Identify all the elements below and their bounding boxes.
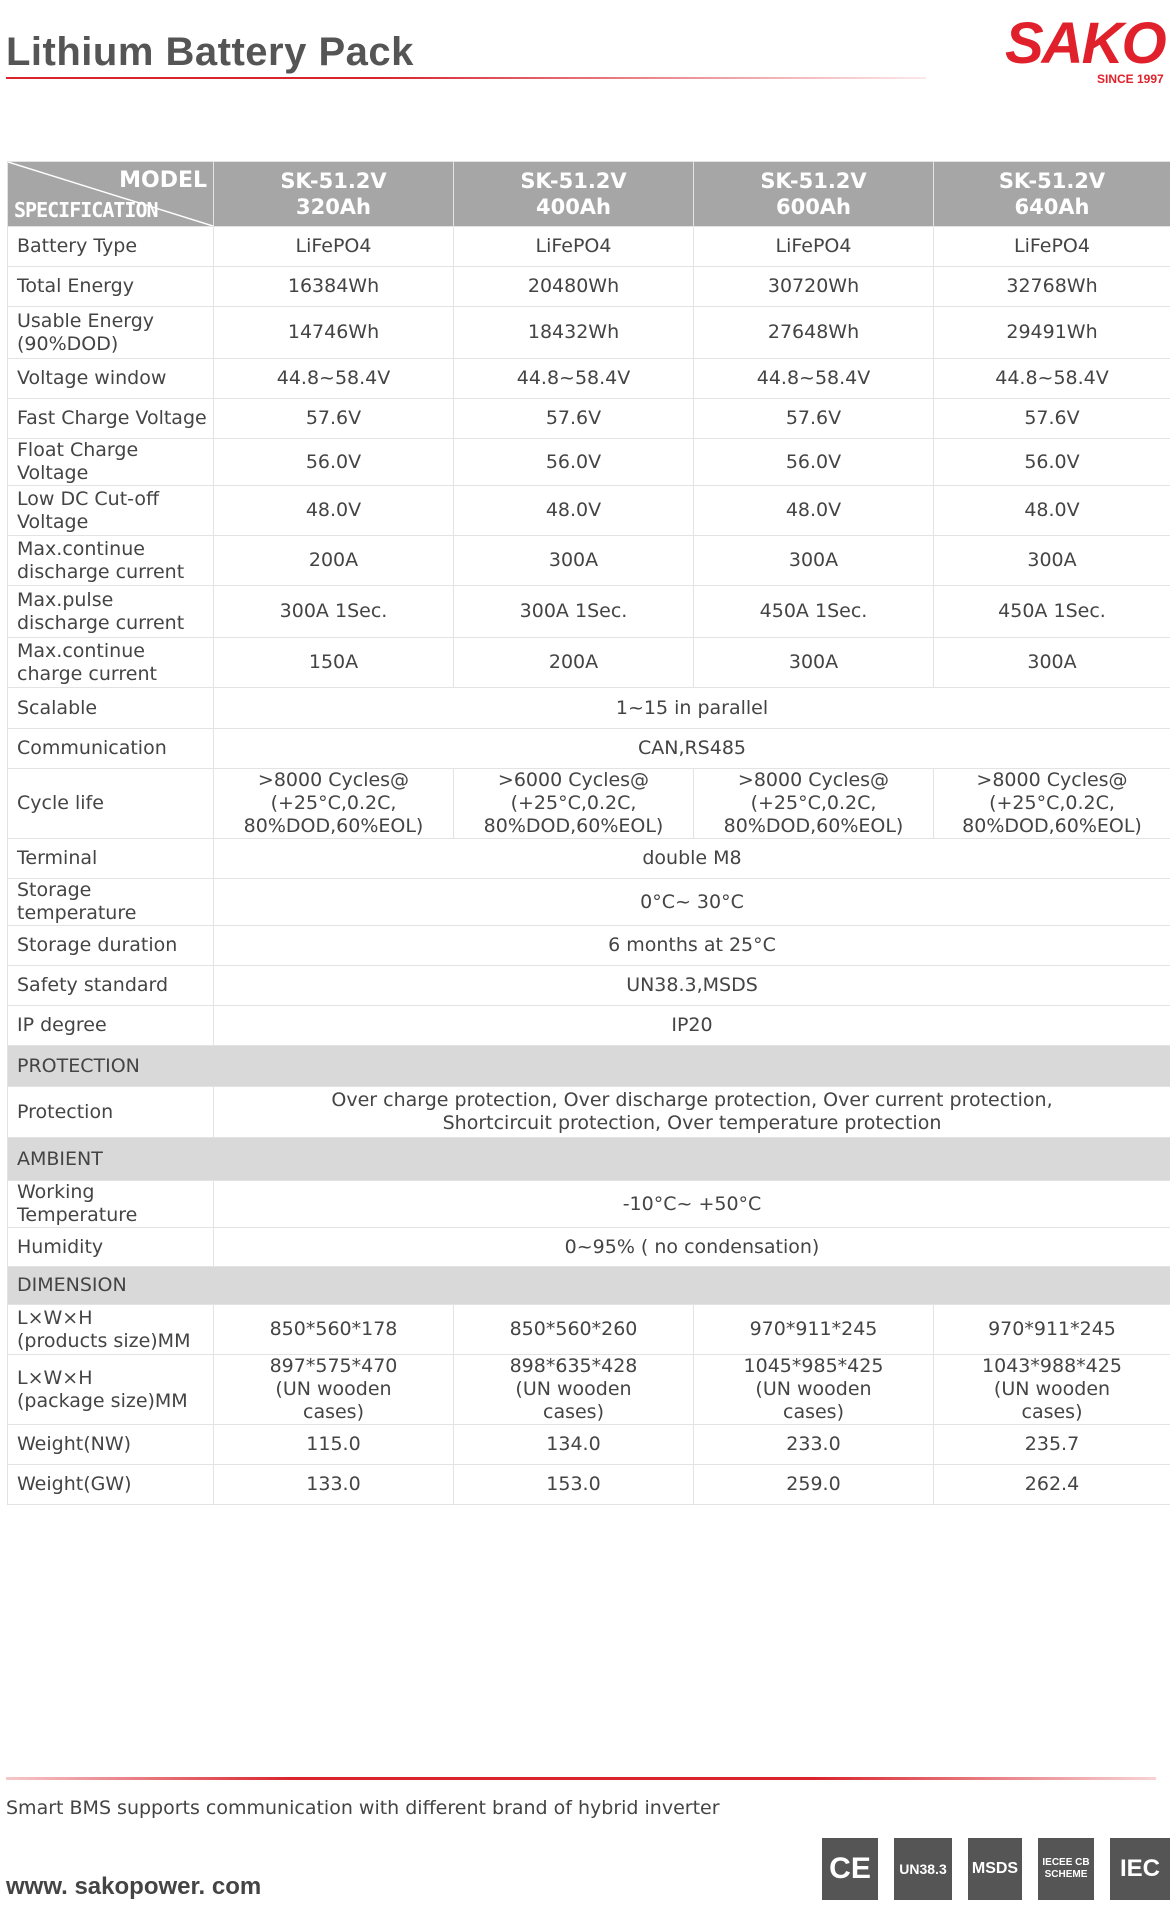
section-heading: AMBIENT bbox=[8, 1138, 1170, 1181]
spec-label: Weight(GW) bbox=[8, 1465, 214, 1505]
spec-value: 56.0V bbox=[934, 439, 1170, 486]
spec-value: >6000 Cycles@ (+25°C,0.2C, 80%DOD,60%EOL) bbox=[454, 769, 694, 839]
spec-value: 14746Wh bbox=[214, 307, 454, 359]
spec-label: Max.continue discharge current bbox=[8, 536, 214, 586]
spec-value: 300A bbox=[934, 638, 1170, 688]
spec-label: IP degree bbox=[8, 1006, 214, 1046]
spec-value: 850*560*178 bbox=[214, 1305, 454, 1355]
table-row bbox=[8, 1465, 1170, 1505]
section-row bbox=[8, 1138, 1170, 1181]
spec-value: CAN,RS485 bbox=[214, 729, 1170, 769]
spec-value: 300A 1Sec. bbox=[454, 586, 694, 638]
spec-label: Scalable bbox=[8, 688, 214, 729]
spec-value: 300A bbox=[934, 536, 1170, 586]
footer-url: www. sakopower. com bbox=[6, 1873, 262, 1900]
table-row bbox=[8, 1181, 1170, 1228]
spec-value: LiFePO4 bbox=[214, 227, 454, 267]
spec-value: 6 months at 25°C bbox=[214, 926, 1170, 966]
spec-label: Low DC Cut-off Voltage bbox=[8, 486, 214, 536]
table-row bbox=[8, 1305, 1170, 1355]
model-header-1 bbox=[214, 162, 454, 227]
spec-label: Humidity bbox=[8, 1228, 214, 1267]
table-row bbox=[8, 586, 1170, 638]
spec-value: 48.0V bbox=[454, 486, 694, 536]
spec-value: 30720Wh bbox=[694, 267, 934, 307]
spec-value: 134.0 bbox=[454, 1425, 694, 1465]
table-row bbox=[8, 729, 1170, 769]
spec-label: Usable Energy (90%DOD) bbox=[8, 307, 214, 359]
spec-value: LiFePO4 bbox=[454, 227, 694, 267]
table-row bbox=[8, 1087, 1170, 1138]
spec-value: 48.0V bbox=[694, 486, 934, 536]
table-row bbox=[8, 769, 1170, 839]
spec-value: 44.8~58.4V bbox=[934, 359, 1170, 399]
model-name: SK-51.2V bbox=[280, 169, 387, 193]
model-capacity: 640Ah bbox=[1014, 195, 1090, 219]
spec-value: double M8 bbox=[214, 839, 1170, 879]
spec-value: 32768Wh bbox=[934, 267, 1170, 307]
spec-value: UN38.3,MSDS bbox=[214, 966, 1170, 1006]
spec-value: 44.8~58.4V bbox=[454, 359, 694, 399]
table-header-row bbox=[8, 162, 1170, 227]
spec-value: 898*635*428 (UN wooden cases) bbox=[454, 1355, 694, 1425]
spec-label: Battery Type bbox=[8, 227, 214, 267]
spec-label: Storage duration bbox=[8, 926, 214, 966]
header bbox=[0, 0, 1170, 95]
spec-value: 150A bbox=[214, 638, 454, 688]
table-row bbox=[8, 1355, 1170, 1425]
spec-label: Cycle life bbox=[8, 769, 214, 839]
table-row bbox=[8, 227, 1170, 267]
spec-value: -10°C~ +50°C bbox=[214, 1181, 1170, 1228]
spec-value: 57.6V bbox=[454, 399, 694, 439]
table-row bbox=[8, 307, 1170, 359]
spec-value: 200A bbox=[214, 536, 454, 586]
spec-value: 16384Wh bbox=[214, 267, 454, 307]
un38-icon: UN38.3 bbox=[894, 1838, 952, 1900]
model-capacity: 600Ah bbox=[775, 195, 852, 219]
table-row bbox=[8, 1006, 1170, 1046]
spec-value: 133.0 bbox=[214, 1465, 454, 1505]
model-header-3 bbox=[694, 162, 934, 227]
table-row bbox=[8, 839, 1170, 879]
logo-since: SINCE 1997 bbox=[1097, 72, 1164, 86]
spec-value: 1043*988*425 (UN wooden cases) bbox=[934, 1355, 1170, 1425]
spec-label: Float Charge Voltage bbox=[8, 439, 214, 486]
spec-label: Terminal bbox=[8, 839, 214, 879]
spec-label: Voltage window bbox=[8, 359, 214, 399]
table-row bbox=[8, 536, 1170, 586]
spec-value: >8000 Cycles@ (+25°C,0.2C, 80%DOD,60%EOL) bbox=[934, 769, 1170, 839]
table-row bbox=[8, 638, 1170, 688]
spec-value: IP20 bbox=[214, 1006, 1170, 1046]
spec-value: 970*911*245 bbox=[934, 1305, 1170, 1355]
spec-label: Protection bbox=[8, 1087, 214, 1138]
spec-value: 56.0V bbox=[454, 439, 694, 486]
ce-mark-icon: CE bbox=[822, 1838, 878, 1900]
spec-label: L×W×H (package size)MM bbox=[8, 1355, 214, 1425]
spec-value: 44.8~58.4V bbox=[694, 359, 934, 399]
table-row bbox=[8, 439, 1170, 486]
spec-value: 0°C~ 30°C bbox=[214, 879, 1170, 926]
spec-value: 115.0 bbox=[214, 1425, 454, 1465]
spec-value: 235.7 bbox=[934, 1425, 1170, 1465]
spec-value: 57.6V bbox=[214, 399, 454, 439]
model-name: SK-51.2V bbox=[998, 169, 1106, 193]
iecee-cb-icon: IECEE CB SCHEME bbox=[1038, 1838, 1094, 1900]
spec-label: Max.pulse discharge current bbox=[8, 586, 214, 638]
spec-value: 0~95% ( no condensation) bbox=[214, 1228, 1170, 1267]
spec-value: 44.8~58.4V bbox=[214, 359, 454, 399]
model-header-4 bbox=[934, 162, 1170, 227]
model-header-2 bbox=[454, 162, 694, 227]
corner-spec-label: SPECIFICATION bbox=[14, 198, 158, 222]
table-row bbox=[8, 926, 1170, 966]
spec-value: 1~15 in parallel bbox=[214, 688, 1170, 729]
spec-value: LiFePO4 bbox=[694, 227, 934, 267]
spec-label: Fast Charge Voltage bbox=[8, 399, 214, 439]
spec-value: 200A bbox=[454, 638, 694, 688]
table-row bbox=[8, 359, 1170, 399]
spec-value: 450A 1Sec. bbox=[694, 586, 934, 638]
spec-label: Total Energy bbox=[8, 267, 214, 307]
spec-value: LiFePO4 bbox=[934, 227, 1170, 267]
spec-value: Over charge protection, Over discharge protection, Over current protection, Shortcircuit protection, Over temperature protection bbox=[214, 1087, 1170, 1138]
spec-value: 57.6V bbox=[694, 399, 934, 439]
corner-cell bbox=[8, 162, 214, 227]
table-row bbox=[8, 1228, 1170, 1267]
spec-value: 56.0V bbox=[214, 439, 454, 486]
msds-icon: MSDS bbox=[968, 1838, 1022, 1900]
spec-label: Weight(NW) bbox=[8, 1425, 214, 1465]
spec-value: >8000 Cycles@ (+25°C,0.2C, 80%DOD,60%EOL) bbox=[694, 769, 934, 839]
iec-icon: IEC bbox=[1110, 1838, 1170, 1900]
table-row bbox=[8, 688, 1170, 729]
spec-value: 27648Wh bbox=[694, 307, 934, 359]
spec-value: 262.4 bbox=[934, 1465, 1170, 1505]
spec-value: 48.0V bbox=[934, 486, 1170, 536]
spec-value: 20480Wh bbox=[454, 267, 694, 307]
spec-value: 970*911*245 bbox=[694, 1305, 934, 1355]
spec-label: Safety standard bbox=[8, 966, 214, 1006]
title-rule bbox=[6, 77, 926, 79]
section-row bbox=[8, 1267, 1170, 1305]
spec-value: 300A bbox=[694, 638, 934, 688]
table-row bbox=[8, 966, 1170, 1006]
spec-value: 1045*985*425 (UN wooden cases) bbox=[694, 1355, 934, 1425]
table-row bbox=[8, 879, 1170, 926]
spec-value: 233.0 bbox=[694, 1425, 934, 1465]
spec-value: 56.0V bbox=[694, 439, 934, 486]
spec-value: 29491Wh bbox=[934, 307, 1170, 359]
spec-value: >8000 Cycles@ (+25°C,0.2C, 80%DOD,60%EOL) bbox=[214, 769, 454, 839]
sako-logo bbox=[1005, 10, 1170, 90]
spec-value: 300A bbox=[694, 536, 934, 586]
spec-value: 259.0 bbox=[694, 1465, 934, 1505]
spec-label: Max.continue charge current bbox=[8, 638, 214, 688]
model-capacity: 320Ah bbox=[295, 195, 372, 219]
spec-label: Communication bbox=[8, 729, 214, 769]
spec-value: 850*560*260 bbox=[454, 1305, 694, 1355]
section-heading: PROTECTION bbox=[8, 1046, 1170, 1087]
spec-label: L×W×H (products size)MM bbox=[8, 1305, 214, 1355]
spec-value: 300A bbox=[454, 536, 694, 586]
table-row bbox=[8, 399, 1170, 439]
page-title: Lithium Battery Pack bbox=[6, 30, 414, 74]
spec-value: 897*575*470 (UN wooden cases) bbox=[214, 1355, 454, 1425]
table-row bbox=[8, 267, 1170, 307]
table-row bbox=[8, 1425, 1170, 1465]
table-row bbox=[8, 486, 1170, 536]
footer-rule bbox=[6, 1777, 1156, 1780]
model-name: SK-51.2V bbox=[520, 169, 627, 193]
spec-value: 300A 1Sec. bbox=[214, 586, 454, 638]
spec-table bbox=[7, 161, 1170, 1505]
spec-value: 57.6V bbox=[934, 399, 1170, 439]
spec-value: 18432Wh bbox=[454, 307, 694, 359]
footer-note: Smart BMS supports communication with different brand of hybrid inverter bbox=[6, 1797, 720, 1819]
model-capacity: 400Ah bbox=[535, 195, 612, 219]
section-row bbox=[8, 1046, 1170, 1087]
section-heading: DIMENSION bbox=[8, 1267, 1170, 1305]
spec-value: 48.0V bbox=[214, 486, 454, 536]
spec-label: Working Temperature bbox=[8, 1181, 214, 1228]
spec-label: Storage temperature bbox=[8, 879, 214, 926]
logo-wordmark: SAKO bbox=[1005, 11, 1165, 76]
spec-value: 153.0 bbox=[454, 1465, 694, 1505]
corner-model-label: MODEL bbox=[119, 168, 207, 193]
spec-value: 450A 1Sec. bbox=[934, 586, 1170, 638]
model-name: SK-51.2V bbox=[760, 169, 867, 193]
